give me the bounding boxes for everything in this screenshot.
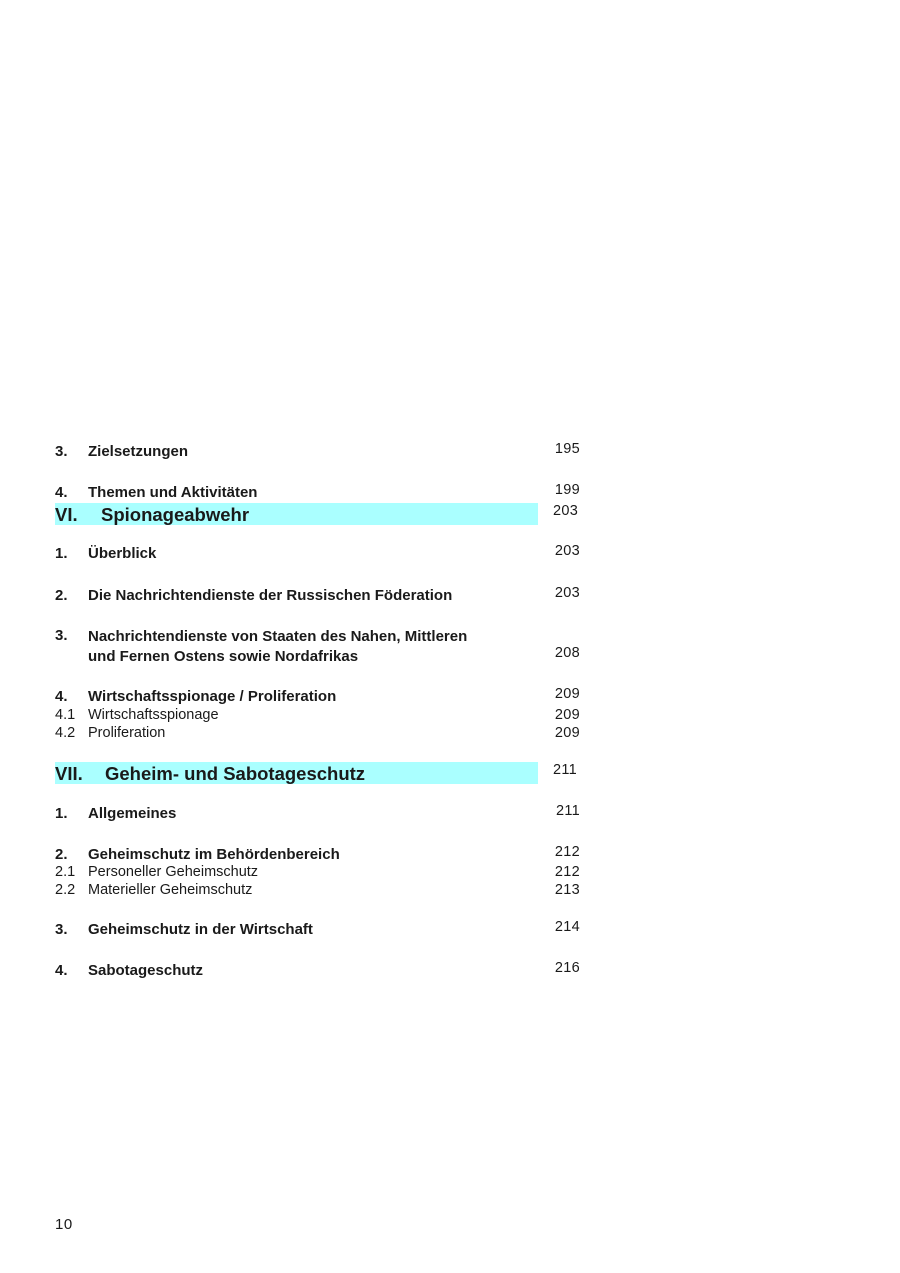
toc-entry-page: 212 bbox=[554, 864, 580, 880]
toc-subentry bbox=[55, 882, 585, 902]
toc-entry-page: 209 bbox=[554, 707, 580, 723]
toc-entry-page: 212 bbox=[554, 844, 580, 860]
toc-entry-page: 211 bbox=[555, 803, 580, 819]
toc-entry-title: Proliferation bbox=[88, 725, 166, 741]
toc-section-page: 211 bbox=[553, 762, 578, 778]
toc-section-title: Geheim- und Sabotageschutz bbox=[105, 763, 366, 784]
toc-entry-title: Die Nachrichtendienste der Russischen Föderation bbox=[88, 587, 453, 604]
toc-entry-title: Geheimschutz im Behördenbereich bbox=[88, 846, 340, 863]
toc-entry-number: 2.2 bbox=[55, 882, 76, 898]
toc-entry-page: 203 bbox=[554, 585, 580, 601]
toc-entry bbox=[55, 443, 585, 463]
toc-entry-title: Personeller Geheimschutz bbox=[88, 864, 259, 880]
toc-entry-page: 199 bbox=[554, 482, 580, 498]
toc-entry-number: 2. bbox=[55, 846, 68, 863]
toc-entry-number: 2.1 bbox=[55, 864, 76, 880]
toc-entry bbox=[55, 587, 585, 607]
toc-entry-title: Zielsetzungen bbox=[88, 443, 189, 460]
toc-entry-title: Überblick bbox=[88, 545, 157, 562]
toc-entry bbox=[55, 962, 585, 982]
toc-entry bbox=[55, 627, 585, 669]
toc-entry-title: Wirtschaftsspionage / Proliferation bbox=[88, 688, 337, 705]
toc-entry-number: 3. bbox=[55, 443, 68, 460]
toc-subentry bbox=[55, 725, 585, 745]
toc-entry-title: Allgemeines bbox=[88, 805, 177, 822]
toc-section-title: Spionageabwehr bbox=[101, 504, 250, 525]
toc-section-heading bbox=[55, 762, 538, 784]
toc-section-number: VII. bbox=[55, 763, 83, 784]
toc-section-number: VI. bbox=[55, 504, 78, 525]
toc-entry-number: 4.1 bbox=[55, 707, 76, 723]
toc-entry-title: Geheimschutz in der Wirtschaft bbox=[88, 921, 313, 938]
toc-entry-number: 1. bbox=[55, 545, 68, 562]
toc-entry-page: 203 bbox=[554, 543, 580, 559]
toc-entry bbox=[55, 805, 585, 825]
toc-entry-title-line2: und Fernen Ostens sowie Nordafrikas bbox=[88, 648, 359, 665]
toc-entry-number: 4. bbox=[55, 688, 68, 705]
toc-entry-page: 214 bbox=[554, 919, 580, 935]
toc-entry-title: Materieller Geheimschutz bbox=[88, 882, 253, 898]
page-number: 10 bbox=[55, 1216, 73, 1233]
toc-entry-page: 195 bbox=[554, 441, 580, 457]
toc-section-heading bbox=[55, 503, 538, 525]
toc-section-page: 203 bbox=[553, 503, 579, 519]
toc-entry-title: Themen und Aktivitäten bbox=[88, 484, 258, 501]
toc-entry-number: 4. bbox=[55, 484, 68, 501]
toc-entry bbox=[55, 545, 585, 565]
toc-entry-page: 208 bbox=[554, 645, 580, 661]
toc-entry-number: 3. bbox=[55, 627, 68, 644]
toc-subentry bbox=[55, 707, 585, 727]
toc-entry-number: 1. bbox=[55, 805, 68, 822]
toc-subentry bbox=[55, 864, 585, 884]
toc-entry bbox=[55, 688, 585, 708]
toc-entry-number: 3. bbox=[55, 921, 68, 938]
toc-entry-page: 216 bbox=[554, 960, 580, 976]
toc-entry-title: Wirtschaftsspionage bbox=[88, 707, 219, 723]
toc-entry-page: 209 bbox=[554, 686, 580, 702]
toc-entry-page: 213 bbox=[554, 882, 580, 898]
toc-entry bbox=[55, 921, 585, 941]
toc-entry-page: 209 bbox=[554, 725, 580, 741]
toc-entry-number: 4. bbox=[55, 962, 68, 979]
toc-entry bbox=[55, 846, 585, 866]
toc-entry-number: 2. bbox=[55, 587, 68, 604]
toc-entry bbox=[55, 484, 585, 504]
toc-entry-title: Sabotageschutz bbox=[88, 962, 204, 979]
toc-entry-title-line1: Nachrichtendienste von Staaten des Nahen, Mittleren bbox=[88, 628, 468, 645]
toc-entry-number: 4.2 bbox=[55, 725, 76, 741]
